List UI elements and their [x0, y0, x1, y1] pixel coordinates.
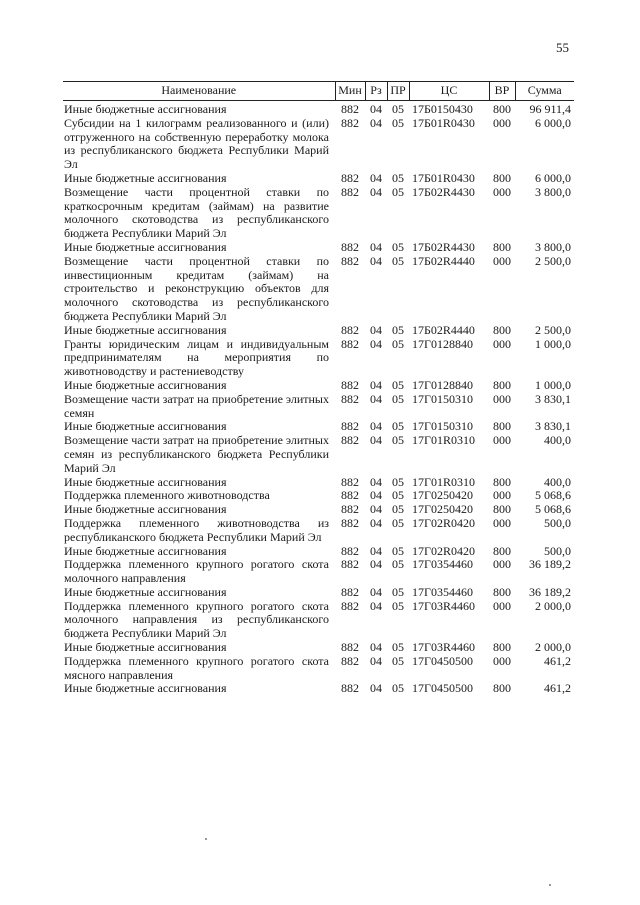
- cell-sum: 5 068,6: [535, 502, 571, 517]
- cell-vr: 000: [493, 488, 511, 503]
- cell-min: 882: [341, 322, 359, 337]
- cell-pr: 05: [392, 419, 404, 434]
- cell-min: 882: [341, 502, 359, 517]
- header-vr: ВР: [489, 82, 515, 101]
- cell-cs: 17Г0250420: [412, 502, 473, 517]
- table-row: [63, 101, 574, 117]
- cell-pr: 05: [392, 322, 404, 337]
- table-row: [63, 517, 574, 545]
- cell-min: 882: [341, 184, 359, 199]
- table-row: [63, 255, 574, 324]
- cell-sum: 500,0: [544, 543, 571, 558]
- cell-rz: 04: [370, 419, 382, 434]
- cell-sum: 1 000,0: [535, 377, 571, 392]
- cell-sum: 500,0: [544, 515, 571, 530]
- cell-min: 882: [341, 391, 359, 406]
- cell-name: Поддержка племенного животноводства: [64, 488, 270, 503]
- table-row: [63, 186, 574, 241]
- cell-min: 882: [341, 170, 359, 185]
- cell-name: Иные бюджетные ассигнования: [64, 543, 227, 558]
- cell-name: Иные бюджетные ассигнования: [64, 322, 227, 337]
- cell-sum: 3 800,0: [535, 184, 571, 199]
- cell-name: Гранты юридическим лицам и индивидуальным предпринимателям на мероприятия по животноводству и растениеводству: [64, 336, 329, 379]
- cell-vr: 000: [493, 184, 511, 199]
- cell-vr: 800: [493, 584, 511, 599]
- cell-name: Субсидии на 1 килограмм реализованного и (или) отгруженного на собственную переработку молока из республиканского бюджета Республики Марий Эл: [64, 115, 329, 172]
- cell-rz: 04: [370, 115, 382, 130]
- cell-cs: 17Б01R0430: [412, 115, 475, 130]
- cell-name: Иные бюджетные ассигнования: [64, 502, 227, 517]
- cell-name: Возмещение части затрат на приобретение элитных семян из республиканского бюджета Республики Марий Эл: [64, 433, 329, 475]
- cell-rz: 04: [370, 681, 382, 696]
- cell-pr: 05: [392, 239, 404, 254]
- table-row: [63, 393, 574, 421]
- cell-rz: 04: [370, 253, 382, 268]
- cell-cs: 17Г01R0310: [412, 474, 475, 489]
- cell-sum: 2 500,0: [535, 322, 571, 337]
- cell-sum: 461,2: [544, 681, 571, 696]
- cell-name: Поддержка племенного животноводства из республиканского бюджета Республики Марий Эл: [64, 515, 329, 544]
- cell-cs: 17Г0150310: [412, 391, 473, 406]
- cell-pr: 05: [392, 681, 404, 696]
- table-row: [63, 420, 574, 434]
- cell-rz: 04: [370, 239, 382, 254]
- cell-pr: 05: [392, 557, 404, 572]
- cell-rz: 04: [370, 322, 382, 337]
- cell-rz: 04: [370, 391, 382, 406]
- cell-min: 882: [341, 474, 359, 489]
- cell-name: Возмещение части затрат на приобретение элитных семян: [64, 391, 329, 420]
- cell-name: Иные бюджетные ассигнования: [64, 170, 227, 185]
- table-row: [63, 655, 574, 683]
- cell-pr: 05: [392, 474, 404, 489]
- cell-pr: 05: [392, 336, 404, 351]
- cell-vr: 800: [493, 239, 511, 254]
- cell-rz: 04: [370, 377, 382, 392]
- cell-pr: 05: [392, 184, 404, 199]
- table-row: [63, 476, 574, 490]
- cell-cs: 17Б02R4430: [412, 184, 475, 199]
- cell-vr: 000: [493, 598, 511, 613]
- cell-vr: 800: [493, 377, 511, 392]
- cell-cs: 17Б02R4440: [412, 322, 475, 337]
- cell-min: 882: [341, 239, 359, 254]
- cell-pr: 05: [392, 598, 404, 613]
- table-row: [63, 682, 574, 696]
- cell-min: 882: [341, 543, 359, 558]
- cell-name: Иные бюджетные ассигнования: [64, 239, 227, 254]
- cell-vr: 000: [493, 115, 511, 130]
- cell-min: 882: [341, 598, 359, 613]
- table-row: [63, 586, 574, 600]
- cell-vr: 800: [493, 681, 511, 696]
- cell-rz: 04: [370, 557, 382, 572]
- cell-cs: 17Г0450500: [412, 681, 473, 696]
- cell-vr: 000: [493, 557, 511, 572]
- cell-rz: 04: [370, 653, 382, 668]
- cell-name: Возмещение части процентной ставки по инвестиционным кредитам (займам) на строительство и реконструкцию объектов для молочного скотоводства из республиканского бюджета Республики Марий Эл: [64, 253, 329, 323]
- cell-pr: 05: [392, 502, 404, 517]
- cell-min: 882: [341, 115, 359, 130]
- table-header-row: [63, 82, 574, 101]
- header-pr: ПР: [387, 82, 409, 101]
- cell-cs: 17Г03R4460: [412, 598, 475, 613]
- cell-min: 882: [341, 653, 359, 668]
- cell-sum: 1 000,0: [535, 336, 571, 351]
- cell-name: Иные бюджетные ассигнования: [64, 102, 227, 116]
- cell-min: 882: [341, 433, 359, 448]
- cell-vr: 800: [493, 474, 511, 489]
- cell-rz: 04: [370, 502, 382, 517]
- table-row: [63, 641, 574, 655]
- cell-cs: 17Г0354460: [412, 584, 473, 599]
- cell-pr: 05: [392, 433, 404, 448]
- header-sum: Сумма: [515, 82, 574, 101]
- cell-pr: 05: [392, 102, 404, 116]
- cell-name: Иные бюджетные ассигнования: [64, 584, 227, 599]
- cell-cs: 17Б01R0430: [412, 170, 475, 185]
- cell-sum: 3 830,1: [535, 419, 571, 434]
- cell-cs: 17Г02R0420: [412, 515, 475, 530]
- cell-min: 882: [341, 640, 359, 655]
- cell-min: 882: [341, 681, 359, 696]
- cell-cs: 17Г0250420: [412, 488, 473, 503]
- table-body: [63, 101, 574, 697]
- cell-pr: 05: [392, 115, 404, 130]
- cell-cs: 17Г0354460: [412, 557, 473, 572]
- table-row: [63, 241, 574, 255]
- cell-pr: 05: [392, 584, 404, 599]
- cell-pr: 05: [392, 640, 404, 655]
- cell-cs: 17Б02R4430: [412, 239, 475, 254]
- cell-rz: 04: [370, 515, 382, 530]
- cell-rz: 04: [370, 336, 382, 351]
- cell-name: Иные бюджетные ассигнования: [64, 419, 227, 434]
- cell-rz: 04: [370, 184, 382, 199]
- table-row: [63, 545, 574, 559]
- cell-cs: 17Г03R4460: [412, 640, 475, 655]
- cell-min: 882: [341, 336, 359, 351]
- cell-vr: 800: [493, 419, 511, 434]
- cell-pr: 05: [392, 543, 404, 558]
- cell-vr: 000: [493, 433, 511, 448]
- budget-table: [63, 81, 574, 696]
- table-row: [63, 600, 574, 641]
- cell-sum: 6 000,0: [535, 115, 571, 130]
- cell-pr: 05: [392, 653, 404, 668]
- cell-sum: 36 189,2: [529, 584, 571, 599]
- header-cs: ЦС: [409, 82, 489, 101]
- cell-name: Поддержка племенного крупного рогатого скота молочного направления из республиканского бюджета Республики Марий Эл: [64, 598, 329, 641]
- cell-vr: 000: [493, 391, 511, 406]
- cell-name: Иные бюджетные ассигнования: [64, 474, 227, 489]
- cell-sum: 5 068,6: [535, 488, 571, 503]
- table-row: [63, 338, 574, 379]
- cell-sum: 400,0: [544, 433, 571, 448]
- cell-min: 882: [341, 102, 359, 116]
- cell-sum: 36 189,2: [529, 557, 571, 572]
- cell-sum: 2 000,0: [535, 598, 571, 613]
- cell-vr: 800: [493, 640, 511, 655]
- cell-name: Поддержка племенного крупного рогатого скота мясного направления: [64, 653, 329, 682]
- cell-sum: 96 911,4: [529, 102, 571, 116]
- cell-cs: 17Г0450500: [412, 653, 473, 668]
- cell-rz: 04: [370, 170, 382, 185]
- cell-rz: 04: [370, 474, 382, 489]
- cell-vr: 800: [493, 543, 511, 558]
- cell-sum: 2 000,0: [535, 640, 571, 655]
- cell-rz: 04: [370, 433, 382, 448]
- cell-rz: 04: [370, 598, 382, 613]
- cell-pr: 05: [392, 488, 404, 503]
- cell-cs: 17Г01R0310: [412, 433, 475, 448]
- table-row: [63, 172, 574, 186]
- cell-min: 882: [341, 557, 359, 572]
- table-row: [63, 489, 574, 503]
- table-row: [63, 558, 574, 586]
- cell-cs: 17Г02R0420: [412, 543, 475, 558]
- cell-rz: 04: [370, 488, 382, 503]
- cell-sum: 3 800,0: [535, 239, 571, 254]
- cell-rz: 04: [370, 102, 382, 116]
- cell-cs: 17Г0150310: [412, 419, 473, 434]
- cell-sum: 400,0: [544, 474, 571, 489]
- cell-sum: 461,2: [544, 653, 571, 668]
- cell-pr: 05: [392, 170, 404, 185]
- cell-pr: 05: [392, 253, 404, 268]
- cell-name: Иные бюджетные ассигнования: [64, 640, 227, 655]
- cell-vr: 000: [493, 653, 511, 668]
- cell-vr: 800: [493, 322, 511, 337]
- cell-name: Иные бюджетные ассигнования: [64, 681, 227, 696]
- cell-pr: 05: [392, 391, 404, 406]
- header-min: Мин: [335, 82, 365, 101]
- cell-sum: 3 830,1: [535, 391, 571, 406]
- cell-sum: 6 000,0: [535, 170, 571, 185]
- table-row: [63, 503, 574, 517]
- page-number: 55: [556, 40, 569, 55]
- cell-cs: 17Г0128840: [412, 377, 473, 392]
- header-name: Наименование: [63, 82, 335, 101]
- cell-vr: 800: [493, 102, 511, 116]
- table-row: [63, 379, 574, 393]
- cell-pr: 05: [392, 515, 404, 530]
- table-row: [63, 324, 574, 338]
- cell-min: 882: [341, 584, 359, 599]
- header-rz: Рз: [365, 82, 387, 101]
- table-row: [63, 434, 574, 475]
- scan-artifact-dot: [205, 838, 207, 840]
- cell-vr: 000: [493, 253, 511, 268]
- cell-name: Поддержка племенного крупного рогатого скота молочного направления: [64, 557, 329, 586]
- cell-vr: 000: [493, 515, 511, 530]
- cell-cs: 17Б02R4440: [412, 253, 475, 268]
- cell-name: Возмещение части процентной ставки по краткосрочным кредитам (займам) на развитие молочного скотоводства из республиканского бюджета Республики Марий Эл: [64, 184, 329, 241]
- cell-min: 882: [341, 515, 359, 530]
- cell-cs: 17Г0128840: [412, 336, 473, 351]
- cell-min: 882: [341, 377, 359, 392]
- cell-min: 882: [341, 253, 359, 268]
- cell-min: 882: [341, 488, 359, 503]
- cell-vr: 800: [493, 502, 511, 517]
- cell-sum: 2 500,0: [535, 253, 571, 268]
- cell-vr: 000: [493, 336, 511, 351]
- cell-min: 882: [341, 419, 359, 434]
- cell-rz: 04: [370, 640, 382, 655]
- cell-pr: 05: [392, 377, 404, 392]
- cell-cs: 17Б0150430: [412, 102, 473, 116]
- cell-rz: 04: [370, 543, 382, 558]
- cell-vr: 800: [493, 170, 511, 185]
- cell-name: Иные бюджетные ассигнования: [64, 377, 227, 392]
- table-row: [63, 117, 574, 172]
- cell-rz: 04: [370, 584, 382, 599]
- scan-artifact-dot: [549, 884, 551, 886]
